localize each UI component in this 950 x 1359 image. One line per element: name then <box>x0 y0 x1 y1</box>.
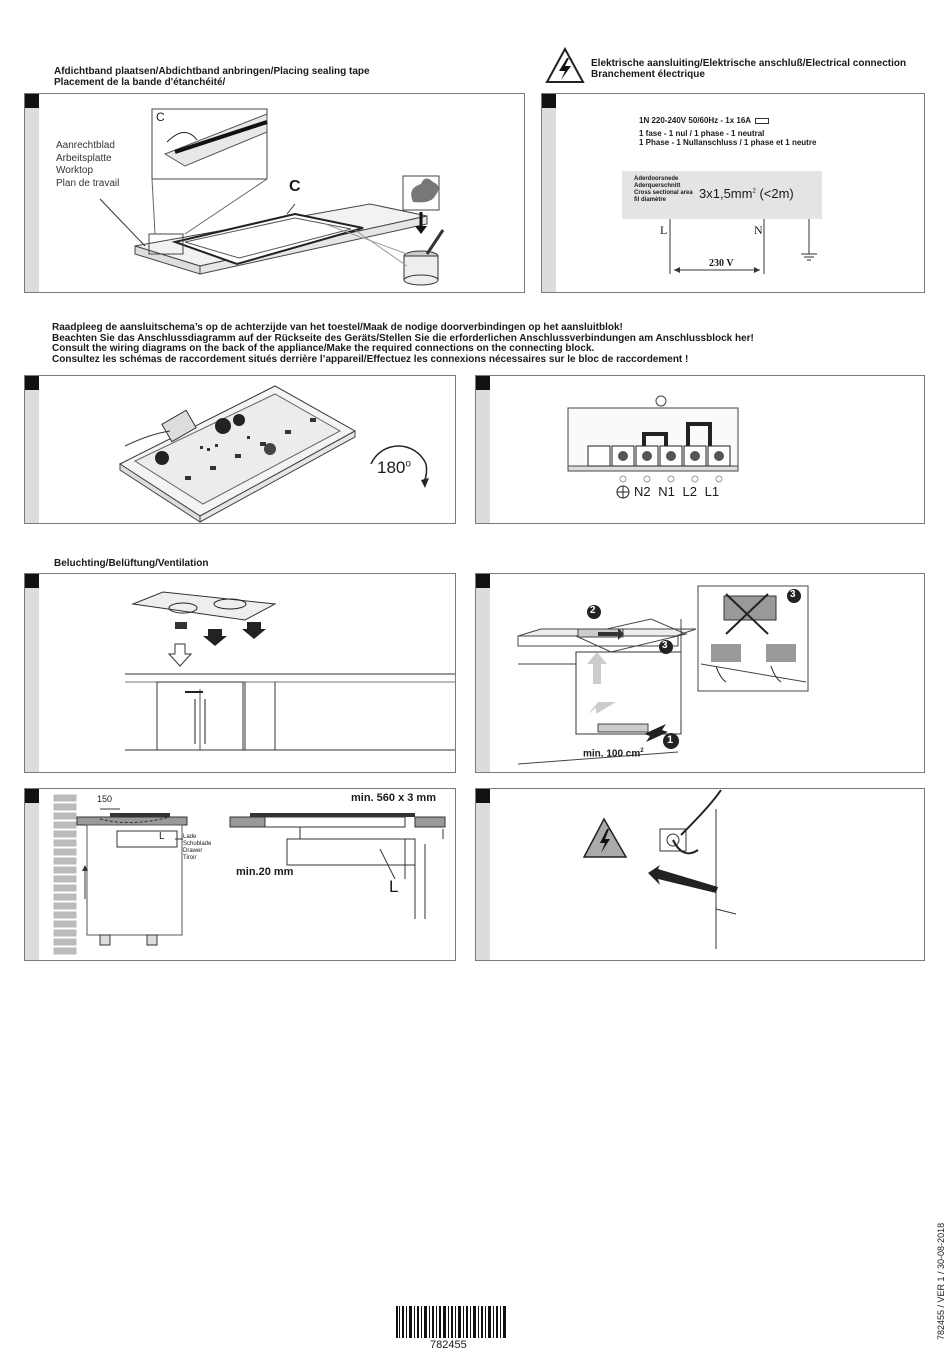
dim-150: 150 <box>97 794 113 804</box>
panel-socket <box>475 788 925 961</box>
detail-letter: C <box>156 110 165 124</box>
terminal-l: L <box>660 223 668 237</box>
worktop-labels: Aanrechtblad Arbeitsplatte Worktop Plan de travail <box>56 140 120 189</box>
panel-airflow <box>24 573 456 773</box>
voltage-label: 230 V <box>709 258 734 269</box>
section-value: 3x1,5mm <box>699 186 753 201</box>
terminal-labels: N2 N1 L2 L1 <box>634 484 720 499</box>
cabinet-illustration <box>476 574 924 772</box>
step-3-badge-detail: 3 <box>790 589 796 600</box>
drawer-labels: Lade Schublade Drawer Tiroir <box>183 834 212 861</box>
rotation-label: 180$^o$ <box>377 458 411 477</box>
step-2-badge: 2 <box>590 605 596 616</box>
panel-terminal-block <box>475 375 925 524</box>
electrical-heading: Elektrische aansluiting/Elektrische anschluß/Electrical connection Branchement électrique <box>591 58 907 80</box>
warning-triangle-icon <box>545 47 585 84</box>
airflow-illustration <box>25 574 455 772</box>
section-note: (<2m) <box>759 186 794 201</box>
min-area-label: min. 100 $cm^2$ <box>583 748 644 760</box>
hob-underside-illustration <box>25 376 455 523</box>
power-spec: 1N 220-240V 50/60Hz - 1x 16A 1 fase - 1 nul / 1 phase - 1 neutral 1 Phase - 1 Nullanschluss / 1 phase et 1 neutre <box>639 116 817 147</box>
drawer-letter-large: L <box>389 877 399 896</box>
panel-sealing-tape <box>24 93 525 293</box>
min-cutout-label: min. 560 x 3 mm <box>351 792 436 804</box>
barcode-number: 782455 <box>430 1339 467 1351</box>
panel-drawer-clearance <box>24 788 456 961</box>
cross-section-box: Aderdoorsnede Aderquerschnitt Cross sectional area fil diamètre $3x1,5mm^2$ (<2m) <box>622 171 822 219</box>
drawer-letter: L <box>159 831 165 842</box>
ventilation-heading: Beluchting/Belüftung/Ventilation <box>54 558 209 569</box>
panel-rotate-hob <box>24 375 456 524</box>
panel-electrical <box>541 93 925 293</box>
terminal-n: N <box>754 223 763 237</box>
terminal-block-illustration <box>476 376 924 523</box>
min-gap-label: min.20 mm <box>236 866 294 878</box>
barcode <box>396 1306 506 1338</box>
step-3-badge: 3 <box>662 640 668 651</box>
panel-ventilation-openings <box>475 573 925 773</box>
sealing-heading: Afdichtband plaatsen/Abdichtband anbringen/Placing sealing tape Placement de la bande d'étanchéité/ <box>54 66 370 88</box>
cutout-letter: C <box>289 178 301 195</box>
socket-illustration <box>476 789 924 960</box>
sealing-illustration <box>25 94 524 292</box>
document-version: 782455 / VER 1 / 30-08-2018 <box>936 1222 946 1340</box>
wiring-instructions: Raadpleeg de aansluitschema’s op de achterzijde van het toestel/Maak de nodige doorverbindingen op het aansluitblok! Beachten Sie das Anschlussdiagramm auf der Rückseite des Geräts/Stellen Sie die erforderlichen Anschlussverbindungen am Anschlussblock her! Consult the wiring diagrams on the back of the appliance/Make the required connections on the connecting block. Consultez les schémas de raccordement situés derrière l’appareil/Effectuez les connexions nécessaires sur le bloc de raccordement ! <box>52 322 754 365</box>
step-1-badge: 1 <box>667 734 674 746</box>
